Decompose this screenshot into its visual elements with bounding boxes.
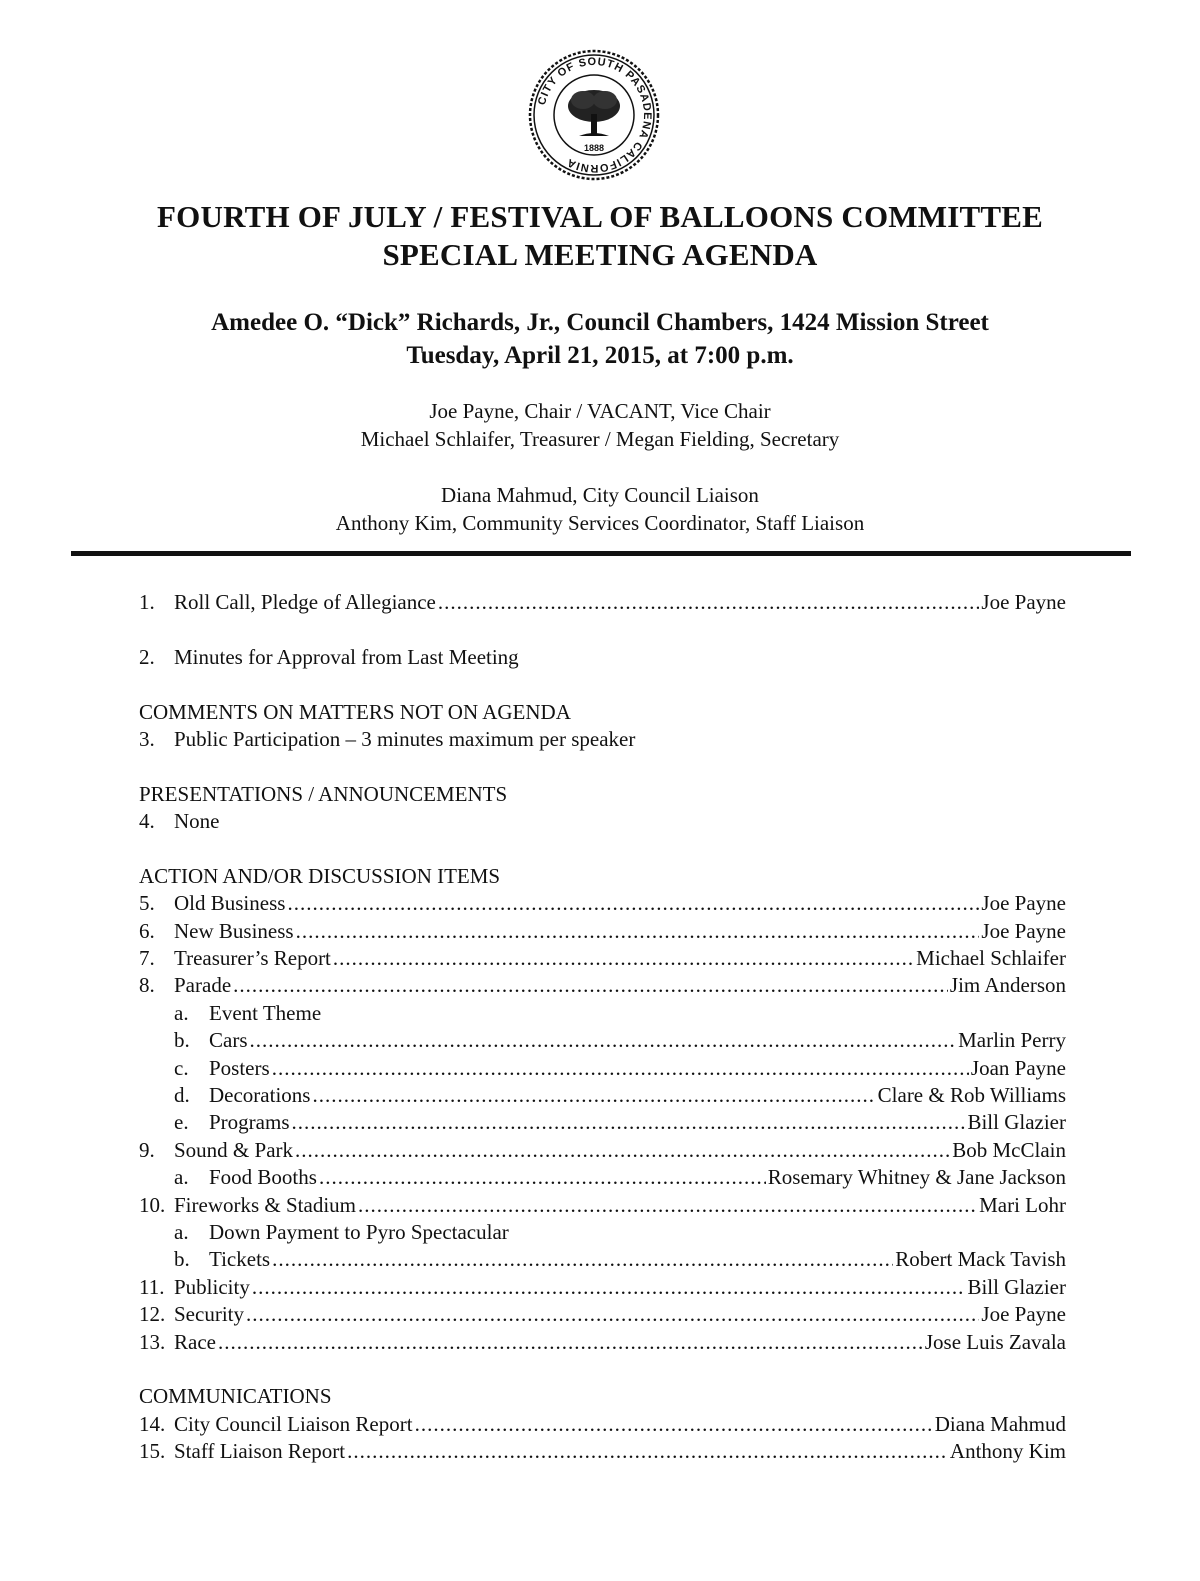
header-divider [71,551,1131,556]
agenda-item-11: 11. Publicity ..... Bill Glazier [139,1274,1066,1301]
title-line-1: FOURTH OF JULY / FESTIVAL OF BALLOONS COMMITTEE [157,199,1043,234]
agenda-item-9a: a. Food Booths ..... Rosemary Whitney & Jane Jackson [139,1164,1066,1191]
liaisons-line-1: Diana Mahmud, City Council Liaison [441,483,759,507]
agenda-item-10a: a. Down Payment to Pyro Spectacular [174,1219,509,1244]
city-seal [527,48,661,182]
agenda-item-8: 8. Parade ..... Jim Anderson [139,972,1066,999]
officers-line-2: Michael Schlaifer, Treasurer / Megan Fielding, Secretary [360,427,840,451]
officers-block [0,397,1200,453]
agenda-item-8e: e. Programs ..... Bill Glazier [139,1109,1066,1136]
agenda-item-8a: a. Event Theme [174,1000,322,1025]
agenda-item-15: 15. Staff Liaison Report ..... Anthony Kim [139,1438,1066,1465]
agenda-item-9: 9. Sound & Park ..... Bob McClain [139,1137,1066,1164]
agenda-list [139,589,1066,1466]
agenda-item-6: 6. New Business ..... Joe Payne [139,918,1066,945]
agenda-item-2: 2. Minutes for Approval from Last Meeting [139,644,519,669]
seal-ring-text: CITY OF SOUTH PASADENA CALIFORNIA [536,55,654,175]
agenda-item-8b: b. Cars ..... Marlin Perry [139,1027,1066,1054]
officers-line-1: Joe Payne, Chair / VACANT, Vice Chair [429,399,771,423]
agenda-item-10: 10. Fireworks & Stadium ..... Mari Lohr [139,1192,1066,1219]
agenda-item-10b: b. Tickets ..... Robert Mack Tavish [139,1246,1066,1273]
tree-icon [568,90,620,136]
section-heading-action: ACTION AND/OR DISCUSSION ITEMS [139,863,501,888]
liaisons-line-2: Anthony Kim, Community Services Coordinator, Staff Liaison [335,511,865,535]
agenda-item-4: 4. None [139,809,220,834]
agenda-item-8c: c. Posters ..... Joan Payne [139,1055,1066,1082]
seal-year: 1888 [583,143,605,153]
section-heading-comments: COMMENTS ON MATTERS NOT ON AGENDA [139,699,571,724]
meeting-location: Amedee O. “Dick” Richards, Jr., Council Chambers, 1424 Mission Street [211,309,989,336]
agenda-item-5: 5. Old Business ..... Joe Payne [139,890,1066,917]
seal-graphic [527,48,661,182]
title-line-2: SPECIAL MEETING AGENDA [382,237,818,272]
liaisons-block [0,481,1200,537]
agenda-item-1: 1. Roll Call, Pledge of Allegiance ..... Joe Payne [139,589,1066,616]
agenda-item-12: 12. Security ..... Joe Payne [139,1301,1066,1328]
agenda-item-13: 13. Race ..... Jose Luis Zavala [139,1329,1066,1356]
section-heading-communications: COMMUNICATIONS [139,1384,332,1409]
document-title [0,198,1200,274]
agenda-item-8d: d. Decorations ..... Clare & Rob Williams [139,1082,1066,1109]
meeting-datetime: Tuesday, April 21, 2015, at 7:00 p.m. [406,342,794,369]
agenda-item-3: 3. Public Participation – 3 minutes maximum per speaker [139,726,636,751]
agenda-item-7: 7. Treasurer’s Report ..... Michael Schlaifer [139,945,1066,972]
section-heading-presentations: PRESENTATIONS / ANNOUNCEMENTS [139,781,508,806]
agenda-item-14: 14. City Council Liaison Report ..... Diana Mahmud [139,1411,1066,1438]
meeting-details [0,306,1200,372]
